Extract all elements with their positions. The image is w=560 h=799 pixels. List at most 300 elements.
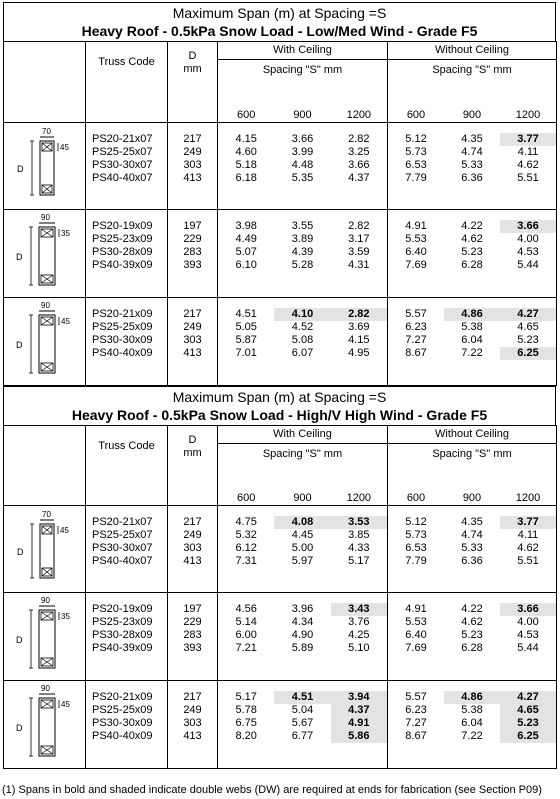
span-value: 5.12: [405, 516, 427, 528]
span-value: 3.76: [348, 616, 370, 628]
truss-width-label: 90: [41, 213, 50, 222]
span-value: 6.04: [461, 717, 483, 729]
span-value: 4.62: [517, 159, 539, 171]
span-value: 6.00: [235, 629, 257, 641]
span-value: 6.40: [405, 246, 427, 258]
span-value: 4.53: [517, 246, 539, 258]
span-value: 6.36: [461, 172, 483, 184]
without-ceiling-spacing-header: [388, 444, 557, 506]
truss-depth: 197: [183, 220, 202, 232]
span-value: 5.04: [291, 704, 314, 716]
chord-depth-label: 45: [61, 317, 70, 326]
span-value: 2.82: [331, 308, 387, 321]
span-value: 5.10: [348, 642, 370, 654]
span-value: 3.43: [331, 603, 387, 616]
chord-depth-label: 45: [60, 143, 69, 152]
spacing-label: Spacing "S" mm: [262, 64, 343, 76]
span-value: 4.08: [274, 516, 330, 529]
span-value: 3.77: [500, 516, 556, 529]
span-value: 4.91: [405, 220, 427, 232]
span-value: 4.62: [461, 616, 483, 628]
table-row: [218, 259, 387, 272]
table-subtitle: Heavy Roof - 0.5kPa Snow Load - Low/Med Wind - Grade F5: [81, 23, 478, 39]
table-row: [388, 159, 556, 172]
without-ceiling-values: [388, 210, 557, 298]
span-value: 5.08: [291, 334, 314, 346]
span-value: 3.17: [348, 233, 370, 245]
span-value: 4.60: [235, 146, 257, 158]
spacing-value: 900: [293, 109, 312, 121]
span-value: 4.11: [517, 146, 539, 158]
span-value: 6.25: [500, 730, 556, 743]
span-value: 6.07: [291, 347, 314, 359]
truss-depth: 229: [183, 233, 202, 245]
table-row: [218, 616, 387, 629]
span-value: 5.07: [235, 246, 257, 258]
truss-depth: 217: [183, 516, 202, 528]
span-table-section: [3, 2, 556, 386]
truss-depth: 283: [183, 246, 202, 258]
table-row: [388, 730, 556, 743]
span-value: 2.82: [348, 133, 370, 145]
span-value: 3.89: [291, 233, 314, 245]
truss-code: PS20-21x07: [92, 516, 153, 528]
diagram-cell: [4, 298, 86, 386]
span-value: 8.20: [235, 730, 257, 742]
span-value: 4.11: [517, 529, 539, 541]
span-value: 5.89: [291, 642, 314, 654]
span-value: 5.73: [405, 146, 427, 158]
truss-code: PS30-28x09: [92, 629, 153, 641]
table-row: [388, 616, 556, 629]
span-table-section: [3, 386, 556, 769]
span-value: 5.32: [235, 529, 257, 541]
depth-d-label: D: [16, 252, 23, 262]
span-value: 4.65: [500, 704, 556, 717]
table-row: [218, 516, 387, 529]
table-row: [218, 233, 387, 246]
span-value: 6.75: [235, 717, 257, 729]
truss-codes-cell: [86, 593, 168, 681]
table-row: [388, 555, 556, 568]
span-value: 4.49: [235, 233, 257, 245]
span-value: 5.78: [235, 704, 257, 716]
span-value: 7.31: [235, 555, 257, 567]
truss-section-diagram: [4, 681, 86, 769]
span-value: 5.57: [405, 308, 427, 320]
span-value: 7.27: [405, 717, 427, 729]
truss-group: [4, 298, 557, 386]
chord-depth-label: 45: [60, 526, 69, 535]
diagram-cell: [4, 681, 86, 769]
span-value: 5.51: [517, 172, 539, 184]
chord-depth-label: 45: [61, 700, 70, 709]
spacing-value: 600: [236, 109, 256, 121]
depth-cell: [168, 506, 218, 593]
span-table: [3, 41, 557, 386]
table-row: [388, 259, 556, 272]
span-value: 4.31: [348, 259, 370, 271]
without-ceiling-values: [388, 593, 557, 681]
truss-code: PS25-25x07: [92, 529, 153, 541]
span-value: 4.91: [405, 603, 427, 615]
chord-depth-label: 35: [61, 229, 70, 238]
truss-section-diagram: [4, 593, 86, 681]
truss-depth: 303: [183, 159, 202, 171]
truss-code: PS40-39x09: [92, 259, 153, 271]
table-row: [388, 172, 556, 185]
truss-depth: 303: [183, 717, 202, 729]
truss-depth: 249: [183, 146, 202, 158]
table-row: [388, 691, 556, 704]
with-ceiling-values: [218, 298, 388, 386]
with-ceiling-values: [218, 593, 388, 681]
truss-codes-cell: [86, 506, 168, 593]
without-ceiling-header: Without Ceiling: [388, 42, 557, 60]
diagram-cell: [4, 506, 86, 593]
d-header-label: D: [188, 434, 197, 446]
table-title: Maximum Span (m) at Spacing =S: [172, 5, 387, 21]
span-value: 4.27: [500, 308, 556, 321]
blank-header-cell: [4, 426, 86, 506]
span-value: 5.33: [461, 159, 483, 171]
span-value: 5.23: [500, 717, 556, 730]
spacing-value: 600: [406, 492, 426, 504]
span-value: 5.00: [291, 542, 314, 554]
with-ceiling-values: [218, 210, 388, 298]
table-row: [218, 146, 387, 159]
depth-cell: [168, 298, 218, 386]
truss-width-label: 90: [41, 684, 50, 693]
truss-section-diagram: [4, 298, 86, 386]
truss-code: PS20-21x09: [92, 691, 153, 703]
with-ceiling-spacing-header: [218, 60, 388, 123]
table-row: [218, 133, 387, 146]
span-value: 7.79: [405, 172, 427, 184]
span-value: 5.38: [461, 704, 483, 716]
diagram-cell: [4, 123, 86, 210]
span-value: 5.14: [235, 616, 257, 628]
truss-group: [4, 681, 557, 769]
depth-d-label: D: [16, 723, 23, 733]
span-value: 6.04: [461, 334, 483, 346]
truss-depth: 393: [183, 642, 202, 654]
span-value: 5.86: [331, 730, 387, 743]
span-value: 5.23: [461, 629, 483, 641]
span-value: 6.28: [461, 259, 483, 271]
span-value: 3.66: [348, 159, 370, 171]
truss-codes-cell: [86, 210, 168, 298]
span-tables-page: [3, 2, 556, 769]
span-value: 5.23: [517, 334, 539, 346]
truss-section-diagram: [4, 506, 86, 593]
with-ceiling-header: With Ceiling: [218, 42, 388, 60]
span-value: 3.98: [235, 220, 257, 232]
truss-code: PS40-40x07: [92, 555, 153, 567]
span-value: 5.23: [461, 246, 483, 258]
depth-d-label: D: [17, 547, 24, 557]
table-subtitle: Heavy Roof - 0.5kPa Snow Load - High/V High Wind - Grade F5: [71, 407, 488, 423]
span-value: 6.77: [291, 730, 314, 742]
spacing-value: 1200: [515, 109, 541, 121]
table-row: [218, 555, 387, 568]
truss-depth: 283: [183, 629, 202, 641]
spacing-value: 900: [293, 492, 312, 504]
spacing-value: 1200: [346, 109, 372, 121]
truss-depth: 413: [183, 730, 202, 742]
with-ceiling-values: [218, 681, 388, 769]
span-value: 4.39: [291, 246, 314, 258]
span-value: 5.18: [235, 159, 257, 171]
truss-depth: 413: [183, 172, 202, 184]
truss-depth: 413: [183, 555, 202, 567]
truss-code: PS40-39x09: [92, 642, 153, 654]
with-ceiling-spacing-header: [218, 444, 388, 506]
chord-depth-label: 35: [61, 612, 70, 621]
without-ceiling-values: [388, 506, 557, 593]
truss-section-diagram: [4, 210, 86, 298]
d-header: [168, 426, 218, 506]
table-row: [218, 347, 387, 360]
span-value: 6.53: [405, 542, 427, 554]
table-row: [388, 516, 556, 529]
span-value: 5.17: [348, 555, 370, 567]
truss-code: PS20-21x09: [92, 308, 153, 320]
span-value: 5.28: [291, 259, 314, 271]
truss-code: PS30-30x07: [92, 159, 153, 171]
span-value: 2.82: [348, 220, 370, 232]
without-ceiling-header: Without Ceiling: [388, 426, 557, 444]
depth-cell: [168, 123, 218, 210]
span-value: 3.25: [348, 146, 370, 158]
span-value: 4.27: [500, 691, 556, 704]
truss-depth: 217: [183, 133, 202, 145]
span-value: 4.15: [235, 133, 257, 145]
truss-codes-cell: [86, 681, 168, 769]
span-value: 4.86: [444, 691, 500, 704]
span-value: 5.51: [517, 555, 539, 567]
span-value: 7.69: [405, 642, 427, 654]
depth-cell: [168, 593, 218, 681]
depth-d-label: D: [16, 340, 23, 350]
span-value: 4.15: [348, 334, 370, 346]
table-row: [388, 629, 556, 642]
truss-code: PS25-25x07: [92, 146, 153, 158]
span-value: 3.55: [291, 220, 314, 232]
span-value: 4.56: [235, 603, 257, 615]
span-value: 7.27: [405, 334, 427, 346]
depth-d-label: D: [16, 635, 23, 645]
table-row: [218, 603, 387, 616]
blank-header-cell: [4, 42, 86, 123]
table-row: [388, 321, 556, 334]
table-title-block: [3, 2, 556, 41]
table-title: Maximum Span (m) at Spacing =S: [172, 389, 387, 405]
table-row: [218, 220, 387, 233]
spacing-value: 900: [462, 109, 482, 121]
span-value: 6.40: [405, 629, 427, 641]
table-row: [388, 308, 556, 321]
span-value: 5.44: [517, 642, 539, 654]
without-ceiling-values: [388, 123, 557, 210]
table-row: [388, 347, 556, 360]
truss-code: PS25-23x09: [92, 616, 153, 628]
span-value: 7.22: [461, 730, 483, 742]
span-value: 3.59: [348, 246, 370, 258]
span-value: 6.12: [235, 542, 257, 554]
span-value: 3.99: [291, 146, 314, 158]
span-value: 4.35: [461, 133, 483, 145]
truss-code: PS30-30x09: [92, 334, 153, 346]
spacing-value: 900: [462, 492, 482, 504]
table-row: [218, 642, 387, 655]
truss-code: PS25-25x09: [92, 704, 153, 716]
depth-cell: [168, 681, 218, 769]
span-value: 3.66: [291, 133, 314, 145]
span-value: 4.35: [461, 516, 483, 528]
truss-codes-cell: [86, 123, 168, 210]
spacing-label: Spacing "S" mm: [432, 64, 512, 76]
span-value: 6.23: [405, 321, 427, 333]
table-row: [218, 717, 387, 730]
truss-code: PS40-40x09: [92, 347, 153, 359]
truss-code-header: Truss Code: [86, 426, 168, 506]
span-value: 6.36: [461, 555, 483, 567]
truss-depth: 229: [183, 616, 202, 628]
span-value: 3.66: [500, 220, 556, 233]
truss-codes-cell: [86, 298, 168, 386]
truss-group: [4, 593, 557, 681]
span-value: 5.12: [405, 133, 427, 145]
table-row: [218, 542, 387, 555]
table-row: [388, 233, 556, 246]
span-value: 5.33: [461, 542, 483, 554]
span-value: 6.23: [405, 704, 427, 716]
span-value: 7.79: [405, 555, 427, 567]
truss-width-label: 70: [42, 127, 51, 136]
spacing-value: 1200: [346, 492, 372, 504]
span-value: 5.57: [405, 691, 427, 703]
truss-code: PS20-21x07: [92, 133, 153, 145]
span-value: 3.69: [348, 321, 370, 333]
span-value: 6.25: [500, 347, 556, 360]
span-value: 6.18: [235, 172, 257, 184]
truss-code: PS25-25x09: [92, 321, 153, 333]
with-ceiling-values: [218, 123, 388, 210]
footnote: (1) Spans in bold and shaded indicate double webs (DW) are required at ends for fabrication (see Section P09): [2, 784, 542, 796]
span-value: 4.62: [517, 542, 539, 554]
truss-code: PS30-30x07: [92, 542, 153, 554]
span-value: 8.67: [405, 730, 427, 742]
table-row: [388, 542, 556, 555]
truss-width-label: 90: [41, 596, 50, 605]
span-value: 5.05: [235, 321, 257, 333]
span-value: 4.37: [331, 704, 387, 717]
table-row: [218, 308, 387, 321]
table-row: [388, 704, 556, 717]
span-value: 4.33: [348, 542, 370, 554]
span-value: 3.85: [348, 529, 370, 541]
span-value: 5.44: [517, 259, 539, 271]
truss-depth: 413: [183, 347, 202, 359]
span-value: 4.52: [291, 321, 314, 333]
span-value: 5.53: [405, 233, 427, 245]
table-row: [218, 172, 387, 185]
truss-depth: 217: [183, 691, 202, 703]
span-value: 4.22: [461, 220, 483, 232]
span-value: 3.96: [291, 603, 314, 615]
span-value: 5.35: [291, 172, 314, 184]
span-value: 8.67: [405, 347, 427, 359]
span-value: 6.53: [405, 159, 427, 171]
diagram-cell: [4, 593, 86, 681]
span-value: 4.91: [331, 717, 387, 730]
table-row: [218, 704, 387, 717]
span-value: 4.51: [235, 308, 257, 320]
truss-code: PS40-40x07: [92, 172, 153, 184]
without-ceiling-values: [388, 298, 557, 386]
spacing-value: 1200: [515, 492, 541, 504]
span-value: 3.94: [331, 691, 387, 704]
table-row: [218, 334, 387, 347]
truss-code: PS20-19x09: [92, 603, 153, 615]
span-value: 5.73: [405, 529, 427, 541]
spacing-value: 600: [236, 492, 256, 504]
span-value: 4.00: [517, 616, 539, 628]
span-value: 4.53: [517, 629, 539, 641]
span-value: 6.28: [461, 642, 483, 654]
span-value: 4.48: [291, 159, 314, 171]
span-value: 4.95: [348, 347, 370, 359]
table-row: [218, 246, 387, 259]
table-row: [388, 146, 556, 159]
table-row: [388, 603, 556, 616]
span-value: 3.77: [500, 133, 556, 146]
span-value: 7.21: [235, 642, 257, 654]
span-value: 4.90: [291, 629, 314, 641]
truss-depth: 197: [183, 603, 202, 615]
depth-cell: [168, 210, 218, 298]
span-value: 4.37: [348, 172, 370, 184]
truss-code: PS25-23x09: [92, 233, 153, 245]
truss-depth: 303: [183, 334, 202, 346]
truss-group: [4, 506, 557, 593]
span-value: 4.86: [444, 308, 500, 321]
span-table: [3, 425, 557, 769]
table-row: [388, 334, 556, 347]
span-value: 3.53: [331, 516, 387, 529]
span-value: 4.10: [274, 308, 330, 321]
truss-depth: 249: [183, 529, 202, 541]
truss-width-label: 90: [41, 301, 50, 310]
table-row: [388, 246, 556, 259]
d-header-unit: mm: [183, 63, 202, 75]
truss-depth: 303: [183, 542, 202, 554]
truss-depth: 249: [183, 704, 202, 716]
without-ceiling-values: [388, 681, 557, 769]
diagram-cell: [4, 210, 86, 298]
span-value: 5.17: [235, 691, 257, 703]
table-row: [218, 529, 387, 542]
span-value: 5.67: [291, 717, 314, 729]
truss-code: PS30-28x09: [92, 246, 153, 258]
table-row: [388, 133, 556, 146]
span-value: 4.62: [461, 233, 483, 245]
span-value: 4.74: [461, 146, 483, 158]
span-value: 4.00: [517, 233, 539, 245]
truss-group: [4, 123, 557, 210]
depth-d-label: D: [17, 164, 24, 174]
